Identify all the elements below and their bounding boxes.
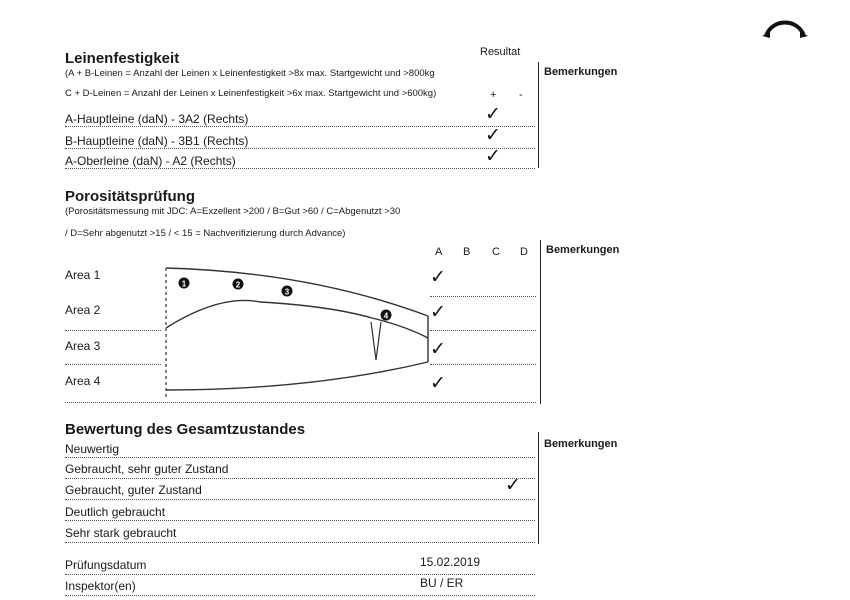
bewertung-row-line	[65, 457, 535, 458]
area-label: Area 3	[65, 339, 101, 353]
area-label: Area 2	[65, 303, 101, 317]
leinen-row-label: B-Hauptleine (daN) - 3B1 (Rechts)	[65, 134, 249, 148]
footer-line	[65, 595, 535, 596]
bewertung-row-line	[65, 520, 535, 521]
bewertung-row-line	[65, 542, 535, 543]
leinen-note-2: C + D-Leinen = Anzahl der Leinen x Leinenfestigkeit >6x max. Startgewicht und >600kg)	[65, 88, 437, 99]
area-line	[430, 296, 536, 297]
porositaet-note-2: / D=Sehr abgenutzt >15 / < 15 = Nachverifizierung durch Advance)	[65, 228, 346, 239]
leinen-row-line	[65, 168, 535, 169]
wing-diagram	[160, 262, 435, 402]
area-line	[65, 364, 161, 365]
resultat-label: Resultat	[480, 46, 521, 58]
wing-logo-icon	[760, 14, 810, 40]
pruefungsdatum-value: 15.02.2019	[420, 555, 481, 569]
bewertung-row-label: Neuwertig	[65, 442, 120, 456]
bewertung-row-line	[65, 478, 535, 479]
bewertung-bemerkungen-label: Bemerkungen	[544, 438, 618, 450]
plus-label: +	[490, 89, 497, 101]
area-label: Area 1	[65, 268, 101, 282]
grade-col-d: D	[520, 246, 528, 258]
leinen-bemerkungen-label: Bemerkungen	[544, 66, 618, 78]
area-marker-3	[282, 286, 293, 297]
svg-text:2: 2	[235, 280, 241, 290]
porositaet-note-1: (Porositätsmessung mit JDC: A=Exzellent >200 / B=Gut >60 / C=Abgenutzt >30	[65, 206, 401, 217]
leinen-row-check: ✓	[485, 124, 501, 146]
area-marker-4	[381, 310, 392, 321]
pruefungsdatum-label: Prüfungsdatum	[65, 558, 147, 572]
area-marker-2	[233, 279, 244, 290]
leinen-row-line	[65, 126, 535, 127]
area-line	[430, 364, 536, 365]
inspektor-value: BU / ER	[420, 576, 464, 590]
area-check: ✓	[430, 266, 446, 288]
bewertung-row-label: Deutlich gebraucht	[65, 505, 166, 519]
footer-line	[65, 574, 535, 575]
porositaet-bemerkungen-label: Bemerkungen	[546, 244, 620, 256]
bewertung-divider	[538, 432, 539, 544]
bewertung-row-line	[65, 499, 535, 500]
bewertung-row-check: ✓	[505, 474, 521, 496]
leinen-row-label: A-Oberleine (daN) - A2 (Rechts)	[65, 154, 236, 168]
bewertung-row-label: Gebraucht, guter Zustand	[65, 483, 202, 497]
leinen-row-line	[65, 148, 535, 149]
area-check: ✓	[430, 372, 446, 394]
leinen-row-check: ✓	[485, 103, 501, 125]
area-line	[65, 402, 536, 403]
bewertung-row-label: Gebraucht, sehr guter Zustand	[65, 462, 229, 476]
leinen-row-check: ✓	[485, 145, 501, 167]
leinen-divider	[538, 62, 539, 168]
bewertung-row-label: Sehr stark gebraucht	[65, 526, 177, 540]
bewertung-title: Bewertung des Gesamtzustandes	[65, 421, 306, 438]
porositaet-title: Porositätsprüfung	[65, 188, 195, 205]
svg-text:4: 4	[383, 311, 389, 321]
svg-text:1: 1	[181, 279, 187, 289]
area-line	[65, 330, 161, 331]
leinen-note-1: (A + B-Leinen = Anzahl der Leinen x Leinenfestigkeit >8x max. Startgewicht und >800kg	[65, 68, 435, 79]
area-check: ✓	[430, 301, 446, 323]
grade-col-b: B	[463, 246, 471, 258]
porositaet-divider	[540, 240, 541, 404]
area-marker-1	[179, 278, 190, 289]
area-check: ✓	[430, 338, 446, 360]
area-line	[430, 330, 536, 331]
grade-col-c: C	[492, 246, 500, 258]
leinen-row-label: A-Hauptleine (daN) - 3A2 (Rechts)	[65, 112, 249, 126]
leinen-title: Leinenfestigkeit	[65, 50, 180, 67]
svg-text:3: 3	[284, 287, 290, 297]
inspektor-label: Inspektor(en)	[65, 579, 136, 593]
minus-label: -	[519, 89, 523, 101]
area-label: Area 4	[65, 374, 101, 388]
grade-col-a: A	[435, 246, 443, 258]
